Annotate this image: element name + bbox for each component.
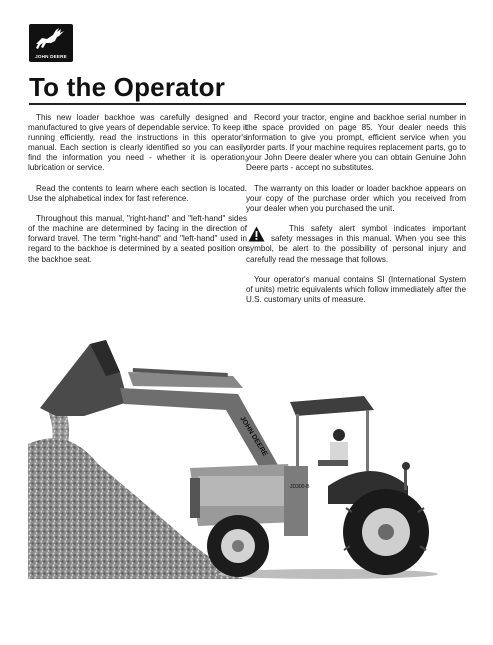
warranty-paragraph: The warranty on this loader or loader backhoe appears on your copy of the purchase order which you received from your dealer when you purchased the unit. — [246, 183, 466, 213]
intro-paragraph: This new loader backhoe was carefully designed and manufactured to give years of dependable service. To keep it running efficiently, read the instructions in this operator's manual. Each section is clearly identified so you can easily find the information you need - whether it is operation, lubrication or service. — [28, 113, 247, 173]
left-column — [28, 113, 247, 275]
si-units-paragraph: Your operator's manual contains SI (International System of units) metric equivalents which follow immediately after the U.S. customary units of measure. — [246, 274, 466, 304]
john-deere-logo — [29, 24, 73, 62]
title-rule — [29, 103, 466, 105]
arm-decal: JOHN DEERE — [238, 415, 269, 458]
contents-paragraph: Read the contents to learn where each section is located. Use the alphabetical index for fast reference. — [28, 183, 247, 203]
deer-logo-icon — [33, 26, 69, 52]
safety-alert-block — [246, 224, 466, 264]
logo-wordmark: JOHN DEERE — [35, 54, 67, 59]
safety-alert-icon — [248, 226, 265, 242]
serial-number-paragraph: Record your tractor, engine and backhoe serial number in the space provided on page 85. Your dealer needs this information to give you prompt, efficient service when you order parts. If your machine requires replacement parts, go to your John Deere dealer where you can obtain Genuine John Deere parts - accept no substitutes. — [246, 113, 466, 173]
loader-backhoe-photo — [28, 336, 440, 579]
safety-alert-paragraph: This safety alert symbol indicates important safety messages in this manual. When you see this symbol, be alert to the possibility of personal injury and carefully read the message that follows. — [246, 224, 466, 264]
right-column — [246, 113, 466, 315]
orientation-paragraph: Throughout this manual, "right-hand" and "left-hand" sides of the machine are determined by facing in the direction of forward travel. The term "right-hand" and "left-hand" used in regard to the backhoe is determined by a seated position on the backhoe seat. — [28, 214, 247, 264]
model-badge: JD300-B — [290, 484, 310, 490]
page-title: To the Operator — [29, 72, 226, 102]
